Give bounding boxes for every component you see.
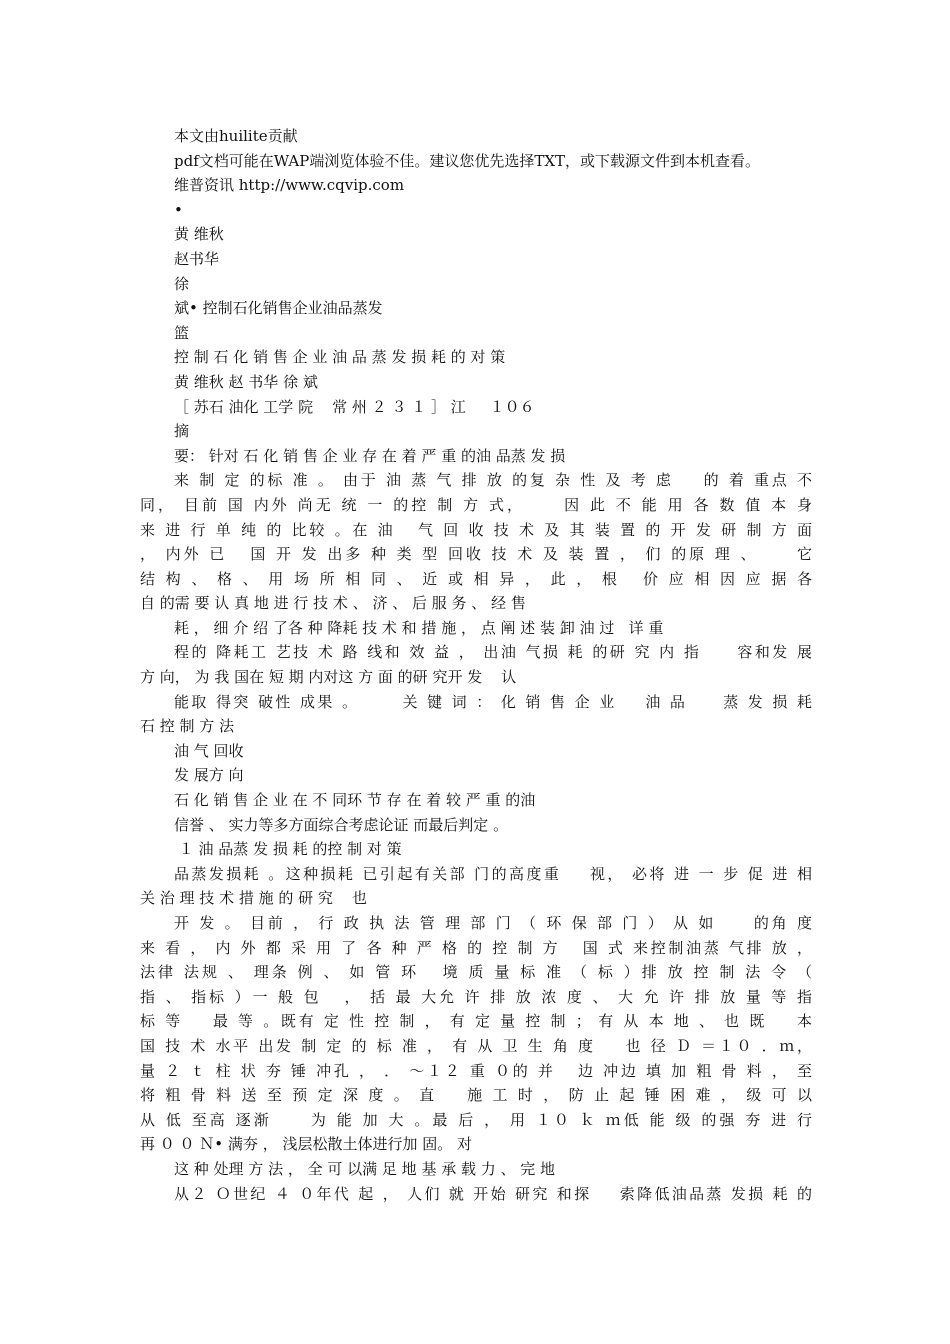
- text-line: 法律 法规 、 理条 例 、 如 管 环 境 质 量 标 准 （ 标 ）排 放 控 制 法 令 （: [140, 963, 812, 982]
- text-line: 开 发 。 目前 ， 行 政 执 法 管 理 部 门 （ 环 保 部 门 ） 从 如 的角 度: [174, 914, 812, 932]
- text-line: 本文由huilite贡献: [174, 127, 298, 145]
- text-line: 标 等 最 等 。既有 定 性 控 制 ， 有 定 量 控 制 ； 有 从 本 地 、 也 既 本: [140, 1012, 812, 1031]
- document-body: [140, 124, 812, 1206]
- text-line: 耗 ， 细 介 绍 了各 种 降耗 技 术 和 措 施 ， 点 阐 述 装 卸 油 过 详 重: [174, 618, 664, 637]
- text-line: 关 治 理 技 术 措 施 的 研 究 也: [140, 889, 367, 908]
- text-line: 黄 维秋: [174, 225, 224, 244]
- text-line: 控 制 石 化 销 售 企 业 油 品 蒸 发 损 耗 的 对 策: [174, 348, 506, 367]
- text-line: 黄 维秋 赵 书华 徐 斌: [174, 372, 318, 391]
- text-line: 同， 目前 国 内外 尚无 统 一 的控 制 方 式， 因 此 不 能 用 各 数 值 本 身: [140, 495, 812, 514]
- text-line: 摘: [174, 422, 190, 441]
- text-line: 国 技 术 水平 出发 制 定 的 标 准 ， 有 从 卫 生 角 度 也 径 Ｄ ＝１０ ．ｍ，: [140, 1036, 812, 1055]
- text-line: 这 种 处理 方 法 ， 全 可 以满 足 地 基 承 载 力 、 完 地: [174, 1159, 556, 1178]
- text-line: 徐: [174, 274, 190, 293]
- text-line: 石 控 制 方 法: [140, 717, 235, 736]
- text-line: 指 、 指标 ）一 般 包 ， 括 最 大允 许 排 放 浓 度 、 大 允 许 排 放 量 等 指: [140, 987, 812, 1006]
- text-line: 自 的需 要 认 真 地 进 行 技 术 、 济 、 后 服 务 、 经 售: [140, 594, 526, 613]
- text-line: 篮: [174, 323, 190, 342]
- text-line: 要： 针对 石 化 销 售 企 业 存 在 着 严 重 的油 品蒸 发 损: [174, 446, 566, 465]
- text-line: 再 ０ ０ Ｎ• 满夯 ， 浅层松散土体进行加 固。 对: [140, 1135, 472, 1154]
- text-line: 程的 降耗工 艺技 术 路 线和 效 益 ， 出油 气损 耗 的研 究 内 指 容和发 展: [174, 643, 812, 662]
- text-line: 石 化 销 售 企 业 在 不 同环 节 存 在 着 较 严 重 的油: [174, 791, 536, 810]
- text-line: 发 展方 向: [174, 766, 244, 785]
- text-line: 方 向， 为 我 国在 短 期 内对这 方 面 的研 究开 发 认: [140, 668, 517, 687]
- text-line: 结 构 、 格 、 用 场 所 相 同 、 近 或 相 异 ， 此 ， 根 价 应 相 因 应 据 各: [140, 569, 812, 588]
- text-line: 维普资讯 http://www.cqvip.com: [174, 176, 405, 195]
- text-line: 来 进 行 单 纯 的 比较 。在 油 气 回 收 技 术 及 其 装 置 的 开 发 研 制 方 面: [140, 520, 812, 539]
- text-line: 斌• 控制石化销售企业油品蒸发: [174, 299, 383, 318]
- text-line: 来 制 定 的标 准 。 由于 油 蒸 气 排 放 的复 杂 性 及 考 虑 的 着 重点 不: [174, 471, 812, 490]
- text-line: •: [174, 200, 183, 219]
- text-line: pdf文档可能在WAP端浏览体验不佳。建议您优先选择TXT，或下载源文件到本机查看。: [174, 151, 761, 170]
- text-line: 从２ Ｏ世纪 ４ ０年代 起 ， 人们 就 开始 研究 和探 索降低油品蒸 发损 耗 的: [174, 1184, 812, 1203]
- text-line: 油 气 回收: [174, 741, 244, 760]
- text-line: 能取 得突 破性 成果 。 关 键 词 ： 化 销 售 企 业 油 品 蒸 发 损 耗: [174, 692, 812, 711]
- text-line: 来 看 ， 内 外 都 采 用 了 各 种 严 格 的 控 制 方 国 式 来控制油蒸 气排 放 ，: [140, 938, 812, 957]
- text-line: 将 粗 骨 料 送 至 预 定 深 度 。 直 施 工 时 ， 防 止 起 锤 困 难 ， 级 可 以: [140, 1086, 812, 1105]
- text-line: 量 ２ ｔ 柱 状 夯 锤 冲孔 ， ． ～１２ 重 ０的 并 边 冲边 填 加 粗 骨 料 ， 至: [140, 1061, 812, 1080]
- text-line: ［ 苏石 油化 工学 院 常 州 ２ ３ １ ］ 江 １０６: [174, 397, 535, 416]
- text-line: １ 油 品蒸 发 损 耗 的控 制 对 策: [174, 840, 402, 859]
- text-line: 从 低 至高 逐渐 为 能 加 大 。最 后 ， 用 １０ ｋ ｍ低 能 级 的强 夯 进 行: [140, 1110, 812, 1129]
- text-line: ， 内外 已 国 开 发 出多 种 类 型 回收 技 术 及 装 置 ， 们 的原 理 、 它: [140, 545, 812, 564]
- text-line: 赵书华: [174, 249, 220, 268]
- text-line: 品蒸发损耗 。这种损耗 已引起有关部 门的高度重 视， 必将 进 一 步 促 进 相: [174, 864, 812, 883]
- text-line: 信誉 、 实力等多方面综合考虑论证 而最后判定 。: [174, 815, 509, 834]
